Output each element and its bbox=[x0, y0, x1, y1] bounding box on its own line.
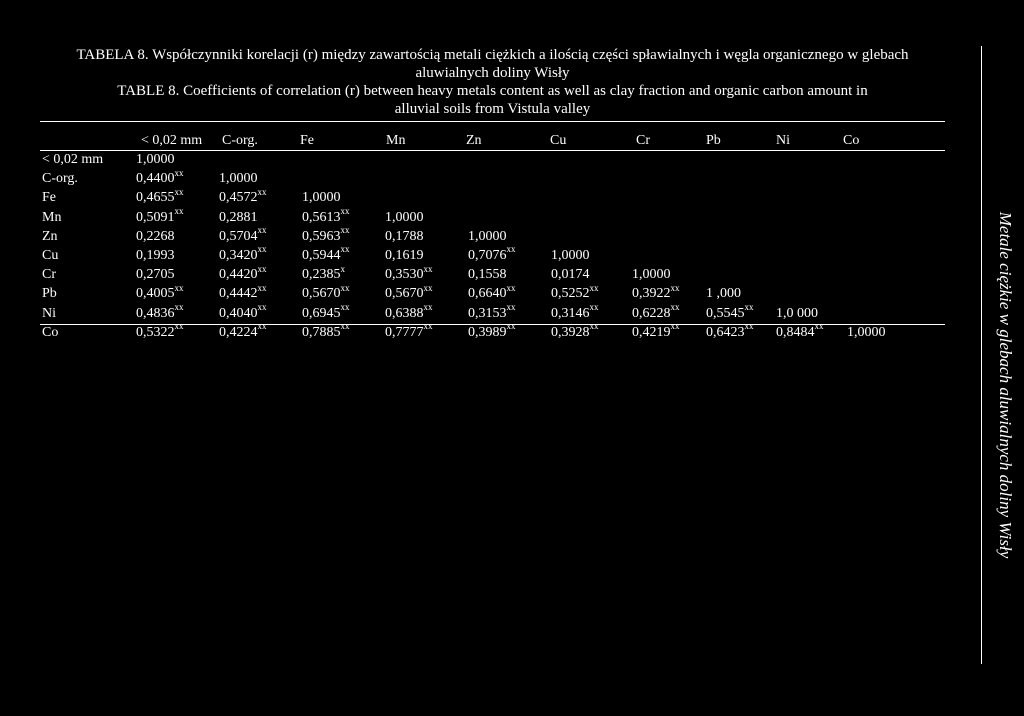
table-cell bbox=[385, 301, 433, 322]
caption-pl-line1 bbox=[40, 46, 945, 64]
table-cell bbox=[302, 301, 350, 322]
cell-value: 0,6945 bbox=[302, 305, 341, 321]
cell-value: 0,4572 bbox=[219, 190, 258, 206]
table-header-rule bbox=[40, 150, 945, 151]
cell-value: 1,0000 bbox=[847, 324, 886, 340]
significance-mark: xx bbox=[174, 167, 184, 178]
row-label: Cu bbox=[42, 248, 59, 263]
significance-mark: xx bbox=[340, 244, 350, 255]
cell-value: 1,0000 bbox=[302, 190, 341, 206]
table-cell bbox=[219, 321, 267, 341]
cell-value: 0,6640 bbox=[468, 286, 507, 302]
cell-value: 0,5704 bbox=[219, 228, 258, 244]
cell-value: 0,6388 bbox=[385, 305, 424, 321]
significance-mark: xx bbox=[340, 225, 350, 236]
table-cell bbox=[136, 267, 175, 283]
table-cell bbox=[551, 267, 590, 283]
row-label: C-org. bbox=[42, 171, 78, 187]
table-cell bbox=[219, 263, 267, 283]
cell-value: 0,3922 bbox=[632, 286, 671, 302]
side-divider bbox=[981, 46, 982, 664]
row-label: Mn bbox=[42, 209, 62, 225]
cell-value: 0,3153 bbox=[468, 305, 507, 321]
row-label: < 0,02 mm bbox=[42, 152, 104, 167]
significance-mark: xx bbox=[670, 301, 680, 312]
cell-value: 0,7777 bbox=[385, 324, 424, 340]
significance-mark: xx bbox=[589, 301, 599, 312]
table-cell bbox=[136, 167, 184, 187]
cell-value: 1,0000 bbox=[385, 209, 424, 225]
column-header: Ni bbox=[776, 133, 790, 148]
cell-value: 0,4400 bbox=[136, 171, 175, 187]
significance-mark: xx bbox=[506, 301, 516, 312]
table-cell bbox=[385, 210, 424, 226]
table-cell bbox=[468, 282, 516, 302]
table-cell bbox=[219, 186, 267, 206]
cell-value: 0,0174 bbox=[551, 267, 590, 283]
cell-value: 0,4224 bbox=[219, 324, 258, 340]
table-cell bbox=[219, 210, 258, 226]
column-header: Zn bbox=[466, 133, 482, 148]
caption-en-text: Coefficients of correlation (r) between heavy metals content as well as clay fraction and organic carbon amount in bbox=[183, 83, 868, 99]
cell-value: 0,5670 bbox=[302, 286, 341, 302]
significance-mark: xx bbox=[340, 321, 350, 332]
significance-mark: xx bbox=[423, 301, 433, 312]
table-cell bbox=[385, 282, 433, 302]
caption-pl-line2: aluwialnych doliny Wisły bbox=[415, 65, 570, 81]
significance-mark: xx bbox=[423, 282, 433, 293]
significance-mark: xx bbox=[423, 263, 433, 274]
table-cell bbox=[776, 321, 824, 341]
significance-mark: xx bbox=[257, 244, 267, 255]
cell-value: 1,0000 bbox=[551, 248, 590, 263]
caption-en-line1 bbox=[40, 82, 945, 100]
table-bottom-rule bbox=[40, 324, 945, 325]
significance-mark: x bbox=[340, 263, 345, 274]
significance-mark: xx bbox=[257, 282, 267, 293]
cell-value: 0,4005 bbox=[136, 286, 175, 302]
cell-value: 0,5944 bbox=[302, 248, 341, 263]
cell-value: 0,3420 bbox=[219, 248, 258, 263]
cell-value: 0,4442 bbox=[219, 286, 258, 302]
cell-value: 0,7885 bbox=[302, 324, 341, 340]
cell-value: 1,0000 bbox=[219, 171, 258, 187]
table-cell bbox=[136, 282, 184, 302]
cell-value: 0,5322 bbox=[136, 324, 175, 340]
column-header: Co bbox=[843, 133, 860, 148]
cell-value: 0,5545 bbox=[706, 305, 745, 321]
table-cell bbox=[632, 282, 680, 302]
table-cell bbox=[551, 321, 599, 341]
significance-mark: xx bbox=[506, 321, 516, 332]
cell-value: 0,4219 bbox=[632, 324, 671, 340]
table-cell bbox=[632, 267, 671, 283]
running-title: Metale ciężkie w glebach aluwialnych doliny Wisły bbox=[996, 211, 1015, 559]
cell-value: 0,4655 bbox=[136, 190, 175, 206]
table-cell bbox=[847, 325, 886, 341]
significance-mark: xx bbox=[340, 282, 350, 293]
table-cell bbox=[136, 186, 184, 206]
significance-mark: xx bbox=[257, 186, 267, 197]
cell-value: 0,1558 bbox=[468, 267, 507, 283]
table-cell bbox=[219, 282, 267, 302]
table-cell bbox=[136, 248, 175, 264]
cell-value: 0,3928 bbox=[551, 324, 590, 340]
cell-value: 0,1619 bbox=[385, 248, 424, 263]
significance-mark: xx bbox=[174, 321, 184, 332]
table-cell bbox=[776, 306, 818, 322]
table-cell bbox=[302, 282, 350, 302]
significance-mark: xx bbox=[814, 321, 824, 332]
table-cell bbox=[551, 248, 590, 264]
cell-value: 1,0000 bbox=[632, 267, 671, 283]
significance-mark: xx bbox=[506, 282, 516, 293]
table-cell bbox=[551, 301, 599, 322]
cell-value: 0,4040 bbox=[219, 305, 258, 321]
row-label: Co bbox=[42, 324, 59, 340]
cell-value: 0,2705 bbox=[136, 267, 175, 283]
cell-value: 0,4420 bbox=[219, 267, 258, 283]
row-label: Pb bbox=[42, 286, 57, 302]
cell-value: 0,5670 bbox=[385, 286, 424, 302]
table-cell bbox=[302, 321, 350, 341]
significance-mark: xx bbox=[423, 321, 433, 332]
significance-mark: xx bbox=[670, 321, 680, 332]
table-cell bbox=[706, 321, 754, 341]
cell-value: 1 ,000 bbox=[706, 286, 741, 302]
table-cell bbox=[706, 286, 741, 302]
caption-pl-label: TABELA 8. bbox=[76, 47, 149, 63]
significance-mark: xx bbox=[340, 301, 350, 312]
cell-value: 0,3530 bbox=[385, 267, 424, 283]
column-header: Cr bbox=[636, 133, 650, 148]
table-cell bbox=[632, 321, 680, 341]
cell-value: 0,3146 bbox=[551, 305, 590, 321]
cell-value: 1,0 000 bbox=[776, 305, 818, 321]
table-cell bbox=[468, 244, 516, 264]
significance-mark: xx bbox=[589, 321, 599, 332]
significance-mark: xx bbox=[340, 205, 350, 216]
table-cell bbox=[632, 301, 680, 322]
column-header: < 0,02 mm bbox=[141, 133, 203, 148]
cell-value: 0,5252 bbox=[551, 286, 590, 302]
row-label: Cr bbox=[42, 267, 56, 283]
significance-mark: xx bbox=[257, 301, 267, 312]
table-cell bbox=[219, 244, 267, 264]
row-label: Fe bbox=[42, 190, 56, 206]
cell-value: 0,2881 bbox=[219, 209, 258, 225]
column-header: Fe bbox=[300, 133, 314, 148]
table-cell bbox=[302, 263, 345, 283]
table-cell bbox=[385, 263, 433, 283]
column-header: Pb bbox=[706, 133, 721, 148]
caption-pl-text: Współczynniki korelacji (r) między zawartością metali ciężkich a ilością części spławialnych i węgla organicznego w glebach bbox=[152, 47, 909, 63]
table-cell bbox=[136, 229, 175, 245]
table-cell bbox=[385, 321, 433, 341]
table-cell bbox=[302, 225, 350, 245]
table-cell bbox=[219, 301, 267, 322]
column-header: Mn bbox=[386, 133, 406, 148]
table-cell bbox=[468, 267, 507, 283]
cell-value: 0,1788 bbox=[385, 228, 424, 244]
cell-value: 0,5091 bbox=[136, 209, 175, 225]
cell-value: 0,5613 bbox=[302, 209, 341, 225]
cell-value: 0,1993 bbox=[136, 248, 175, 263]
table-top-rule bbox=[40, 121, 945, 122]
cell-value: 0,3989 bbox=[468, 324, 507, 340]
significance-mark: xx bbox=[744, 321, 754, 332]
significance-mark: xx bbox=[257, 225, 267, 236]
cell-value: 0,8484 bbox=[776, 324, 815, 340]
cell-value: 1,0000 bbox=[468, 228, 507, 244]
table-cell bbox=[219, 171, 258, 187]
cell-value: 0,6228 bbox=[632, 305, 671, 321]
table-cell bbox=[551, 282, 599, 302]
table-cell bbox=[385, 229, 424, 245]
table-cell bbox=[302, 205, 350, 226]
table-cell bbox=[219, 225, 267, 245]
cell-value: 0,5963 bbox=[302, 228, 341, 244]
table-cell bbox=[136, 205, 184, 226]
table-cell bbox=[136, 321, 184, 341]
table-cell bbox=[385, 248, 424, 264]
significance-mark: xx bbox=[174, 186, 184, 197]
significance-mark: xx bbox=[174, 205, 184, 216]
cell-value: 1,0000 bbox=[136, 152, 175, 167]
significance-mark: xx bbox=[670, 282, 680, 293]
table-cell bbox=[302, 190, 341, 206]
significance-mark: xx bbox=[174, 301, 184, 312]
significance-mark: xx bbox=[257, 321, 267, 332]
table-cell bbox=[706, 301, 754, 322]
table-cell bbox=[302, 244, 350, 264]
cell-value: 0,2268 bbox=[136, 228, 175, 244]
column-header: C-org. bbox=[222, 133, 258, 148]
table-cell bbox=[136, 301, 184, 322]
column-header: Cu bbox=[550, 133, 567, 148]
significance-mark: xx bbox=[174, 282, 184, 293]
significance-mark: xx bbox=[506, 244, 516, 255]
table-cell bbox=[468, 229, 507, 245]
caption-en-label: TABLE 8. bbox=[117, 83, 180, 99]
table-cell bbox=[468, 321, 516, 341]
cell-value: 0,6423 bbox=[706, 324, 745, 340]
row-label: Zn bbox=[42, 228, 58, 244]
significance-mark: xx bbox=[589, 282, 599, 293]
caption-en-line2: alluvial soils from Vistula valley bbox=[394, 101, 591, 117]
significance-mark: xx bbox=[744, 301, 754, 312]
cell-value: 0,2385 bbox=[302, 267, 341, 283]
table-cell bbox=[136, 152, 175, 168]
row-label: Ni bbox=[42, 305, 56, 321]
cell-value: 0,7076 bbox=[468, 248, 507, 263]
cell-value: 0,4836 bbox=[136, 305, 175, 321]
table-cell bbox=[468, 301, 516, 322]
significance-mark: xx bbox=[257, 263, 267, 274]
table-caption bbox=[40, 46, 945, 118]
